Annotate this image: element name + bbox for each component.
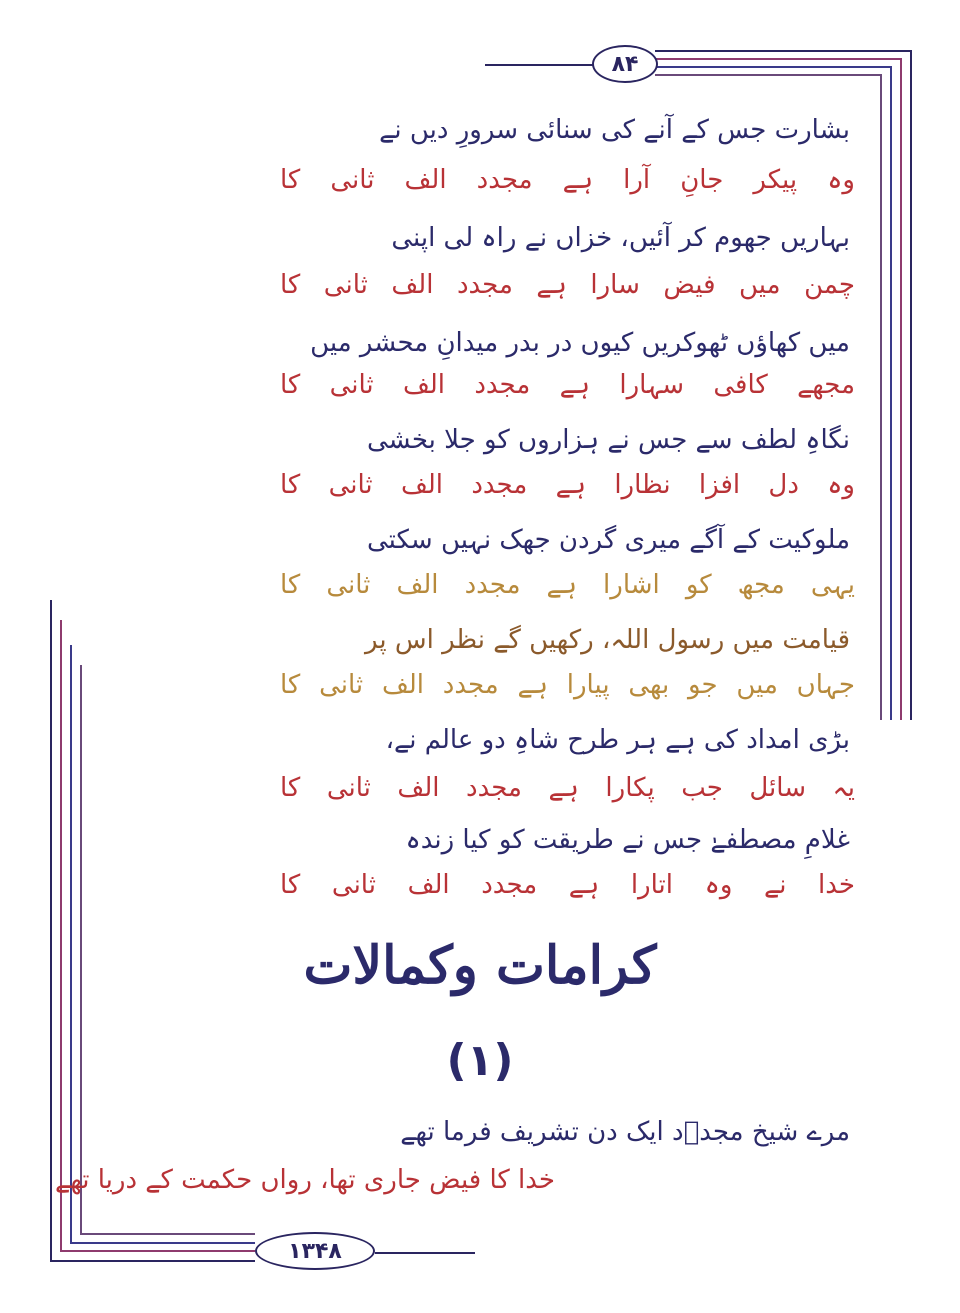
verse-line: چمن میں فیض سارا ہے مجدد الف ثانی کا — [280, 270, 855, 300]
verse-line: ملوکیت کے آگے میری گردن جھک نہیں سکتی — [367, 525, 850, 555]
section-heading: کرامات وکمالات — [303, 935, 657, 996]
verse-line: قیامت میں رسول اللہ، رکھیں گے نظر اس پر — [365, 625, 850, 655]
verse-line: یہ سائل جب پکارا ہے مجدد الف ثانی کا — [280, 773, 855, 803]
border-line — [880, 74, 882, 720]
verse-line: یہی مجھ کو اشارا ہے مجدد الف ثانی کا — [280, 570, 855, 600]
border-line — [655, 50, 910, 52]
verse-line: نگاہِ لطف سے جس نے ہزاروں کو جلا بخشی — [366, 425, 850, 455]
verse-line: خدا کا فیض جاری تھا، رواں حکمت کے دریا تھے — [55, 1165, 555, 1195]
border-line — [60, 1250, 255, 1252]
border-line — [70, 1242, 255, 1244]
verse-line: غلامِ مصطفےٰ جس نے طریقت کو کیا زندہ — [405, 825, 850, 855]
verse-line: بڑی امداد کی ہے ہر طرح شاہِ دو عالم نے، — [385, 725, 850, 755]
border-line — [50, 1260, 255, 1262]
section-marker: (۱) — [446, 1035, 514, 1086]
border-line — [900, 58, 902, 720]
verse-line: بشارت جس کے آنے کی سنائی سرورِ دیں نے — [379, 115, 850, 145]
border-line — [655, 58, 900, 60]
border-line — [655, 66, 890, 68]
border-line — [890, 66, 892, 720]
border-line — [80, 1233, 255, 1235]
verse-line: وہ پیکر جانِ آرا ہے مجدد الف ثانی کا — [280, 165, 855, 195]
border-line — [485, 64, 595, 66]
verse-line: مرے شیخ مجدؔد ایک دن تشریف فرما تھے — [400, 1117, 850, 1147]
border-line — [910, 50, 912, 720]
page-number-top: ۸۴ — [592, 45, 658, 83]
border-line — [50, 600, 52, 1260]
verse-line: مجھے کافی سہارا ہے مجدد الف ثانی کا — [280, 370, 855, 400]
verse-line: میں کھاؤں ٹھوکریں کیوں در بدر میدانِ محشر میں — [310, 328, 850, 358]
verse-line: بہاریں جھوم کر آئیں، خزاں نے راہ لی اپنی — [391, 223, 850, 253]
verse-line: جہاں میں جو بھی پیارا ہے مجدد الف ثانی کا — [280, 670, 855, 700]
verse-line: وہ دل افزا نظارا ہے مجدد الف ثانی کا — [280, 470, 855, 500]
page-number-bottom: ۱۳۴۸ — [255, 1232, 375, 1270]
border-line — [655, 74, 880, 76]
verse-line: خدا نے وہ اتارا ہے مجدد الف ثانی کا — [280, 870, 855, 900]
border-line — [375, 1252, 475, 1254]
